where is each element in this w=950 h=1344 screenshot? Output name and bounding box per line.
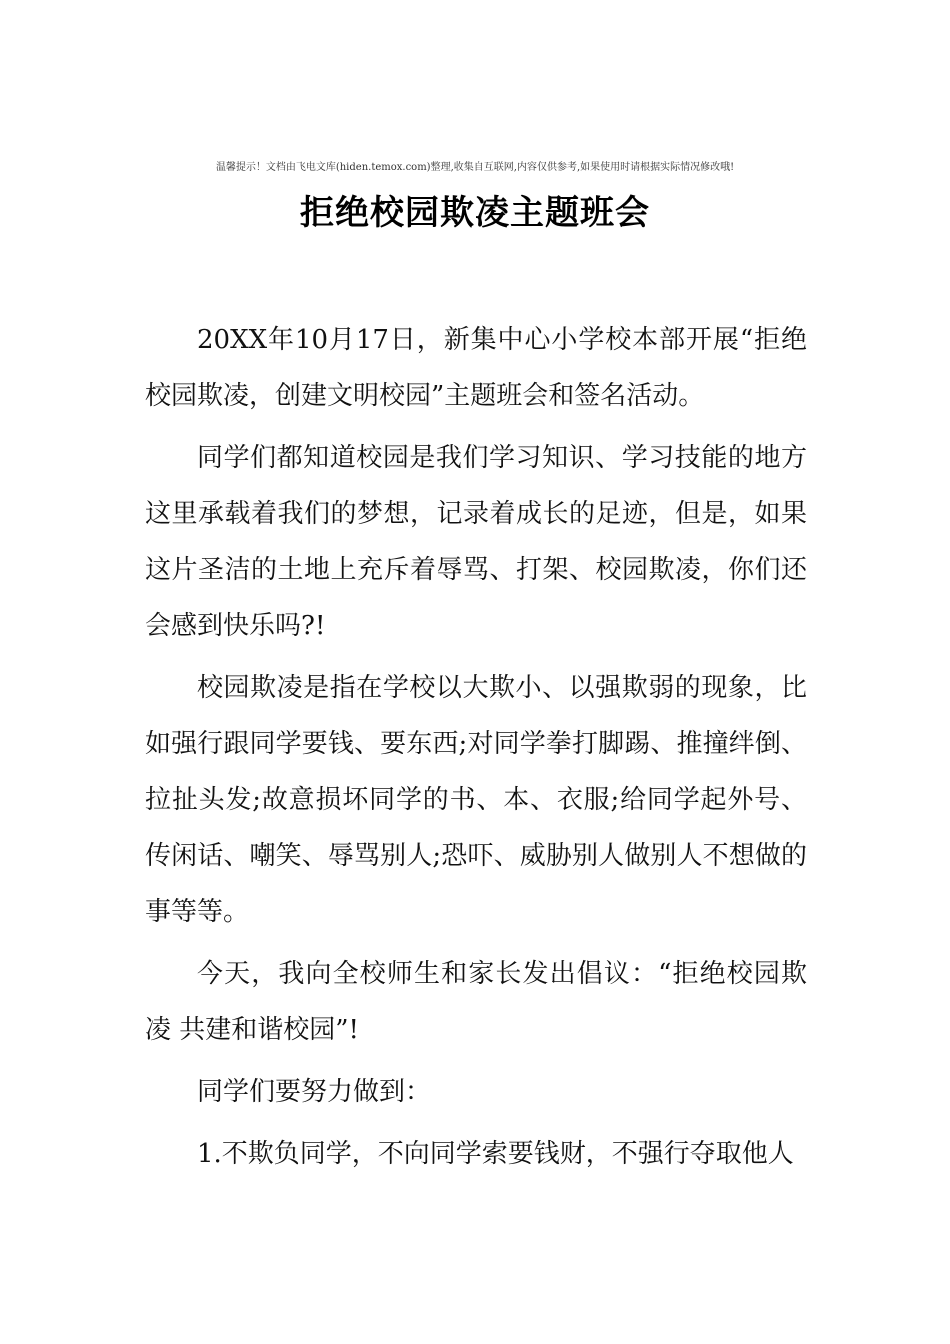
list-item-1: 1.不欺负同学，不向同学索要钱财，不强行夺取他人 [197, 1139, 794, 1169]
document-body [145, 312, 807, 1182]
document-title: 拒绝校园欺凌主题班会 [300, 193, 650, 233]
paragraph-intro: 20XX年10月17日，新集中心小学校本部开展“拒绝校园欺凌，创建文明校园”主题班会和签名活动。 [145, 325, 807, 411]
paragraph-requirements-intro: 同学们要努力做到： [197, 1077, 432, 1107]
paragraph-bullying-definition: 校园欺凌是指在学校以大欺小、以强欺弱的现象，比如强行跟同学要钱、要东西;对同学拳打脚踢、推撞绊倒、拉扯头发;故意损坏同学的书、本、衣服;给同学起外号、传闲话、嘲笑、辱骂别人;恐吓、威胁别人做别人不想做的事等等。 [145, 673, 807, 927]
header-notice: 温馨提示！文档由飞电文库(hiden.temox.com)整理,收集自互联网,内容仅供参考,如果使用时请根据实际情况修改哦! [215, 162, 735, 173]
paragraph-campus: 同学们都知道校园是我们学习知识、学习技能的地方这里承载着我们的梦想，记录着成长的足迹，但是，如果这片圣洁的土地上充斥着辱骂、打架、校园欺凌，你们还会感到快乐吗?! [145, 443, 807, 641]
paragraph-initiative: 今天，我向全校师生和家长发出倡议：“拒绝校园欺凌 共建和谐校园”! [145, 959, 807, 1045]
